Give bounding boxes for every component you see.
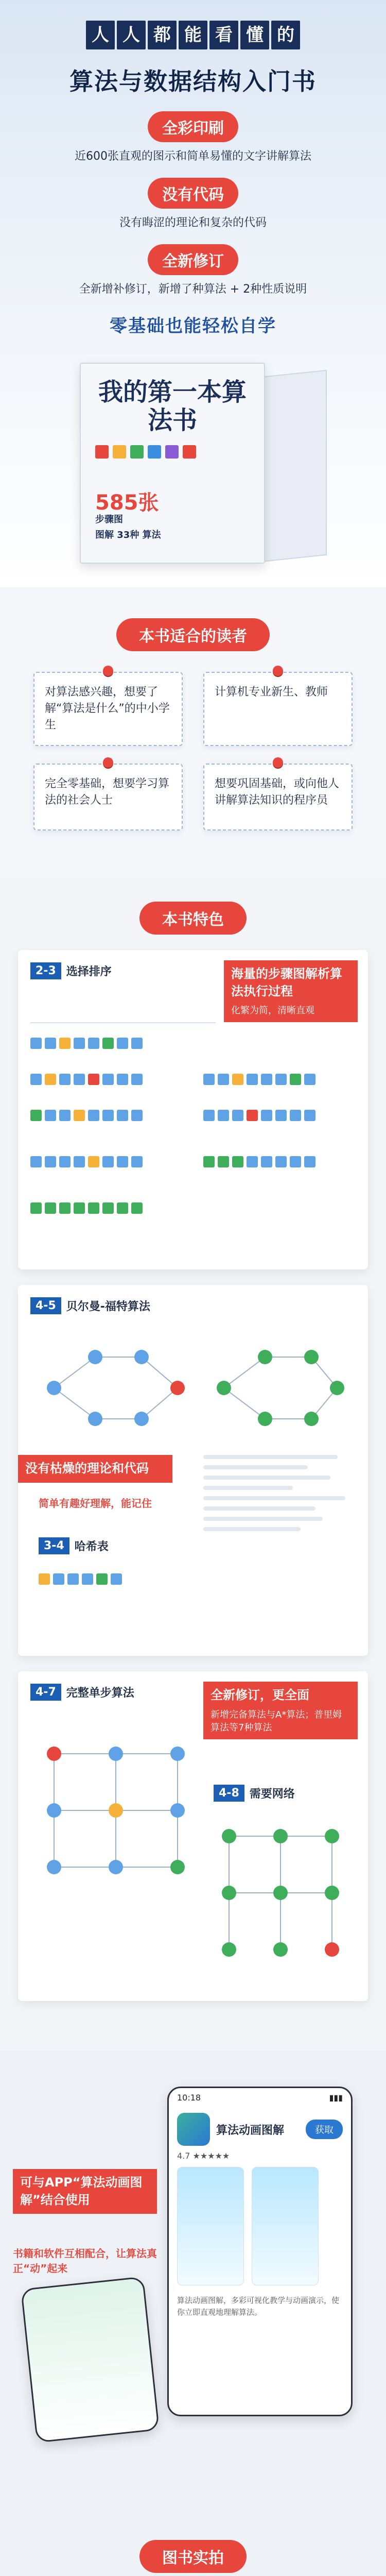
app-screenshot (252, 2167, 319, 2285)
step-chips (203, 1156, 315, 1167)
feature-desc: 近600张直观的图示和简单易懂的文字讲解算法 (75, 150, 311, 163)
phone-frame-secondary (21, 2276, 160, 2443)
chapter-heading (30, 962, 112, 979)
step-chips (39, 1573, 122, 1585)
feature-revised (0, 244, 386, 296)
feature-label: 全彩印刷 (148, 111, 238, 142)
features-header (0, 902, 386, 935)
feature-tag (18, 1455, 172, 1483)
tagline-char: 的 (271, 21, 300, 49)
step-chips (30, 1074, 143, 1085)
feature-label: 没有代码 (148, 178, 238, 209)
feature-no-code (0, 178, 386, 230)
feature-label: 全新修订 (148, 244, 238, 275)
chapter-title: 贝尔曼-福特算法 (66, 1300, 150, 1313)
app-tag (13, 2169, 157, 2214)
section-title: 图书实拍 (139, 2540, 247, 2573)
feature-tag-text: 海量的步骤图解析算法执行过程 (231, 967, 342, 998)
feature-desc: 全新增补修订，新增了种算法 + 2种性质说明 (79, 283, 307, 296)
step-chips (30, 1202, 143, 1214)
chapter-number: 2-3 (30, 962, 61, 979)
pin-icon (273, 666, 283, 676)
section-title: 本书适合的读者 (116, 618, 270, 651)
app-tag-note: 书籍和软件互相配合，让算法真正“动”起来 (13, 2247, 157, 2275)
chapter-heading (30, 1684, 134, 1701)
readers-section (0, 587, 386, 876)
app-tag-text: 可与APP“算法动画图解”结合使用 (20, 2175, 143, 2207)
feature-tag-text: 全新修订，更全面 (210, 1688, 309, 1702)
reader-card (33, 672, 183, 746)
graph-diagram (208, 1816, 358, 1970)
photos-section (0, 2514, 386, 2576)
feature-block-steps (18, 950, 368, 1269)
feature-tag (224, 960, 358, 1022)
pin-icon (103, 757, 113, 768)
graph-diagram (33, 1733, 198, 1888)
chapter-number: 4-5 (30, 1297, 61, 1314)
reader-card (203, 672, 353, 746)
status-time: 10:18 (177, 2092, 201, 2103)
chapter-heading (39, 1537, 109, 1554)
step-chips (30, 1038, 143, 1049)
graph-diagram (208, 1342, 353, 1434)
reader-card (33, 764, 183, 831)
photos-header (0, 2540, 386, 2573)
chapter-heading (30, 1297, 150, 1314)
graph-diagram (39, 1342, 193, 1434)
step-chips (203, 1074, 315, 1085)
feature-note: 简单有趣好理解，能记住 (39, 1497, 152, 1510)
feature-block-revised (18, 1671, 368, 2001)
chapter-title: 哈希表 (74, 1540, 109, 1553)
reader-text: 完全零基础，想要学习算法的社会人士 (45, 777, 170, 807)
step-chips (203, 1110, 315, 1121)
book-box-image (49, 358, 337, 574)
cover-subtitle: 图解 33种 算法 (95, 530, 161, 540)
app-rating: 4.7 ★★★★★ (177, 2151, 230, 2161)
app-store-card (169, 2107, 351, 2324)
step-chips (30, 1110, 143, 1121)
reader-text: 对算法感兴趣，想要了解“算法是什么”的中小学生 (45, 686, 170, 732)
app-block (13, 2087, 373, 2447)
app-screenshot (177, 2167, 244, 2285)
reader-grid (33, 672, 353, 831)
cover-badge-text: 步骤图 (95, 514, 123, 525)
step-chips (30, 1156, 143, 1167)
pin-icon (103, 666, 113, 676)
battery-icon: ▮▮▮ (329, 2092, 343, 2103)
status-bar (169, 2088, 351, 2107)
reader-text: 想要巩固基础，或向他人讲解算法知识的程序员 (215, 777, 340, 807)
tagline-char: 都 (148, 21, 177, 49)
tagline (86, 21, 300, 49)
chapter-title: 完整单步算法 (66, 1687, 134, 1700)
app-row (177, 2113, 343, 2146)
reader-card (203, 764, 353, 831)
book-cover-title: 我的第一本算法书 (98, 378, 247, 435)
phone-frame (167, 2087, 353, 2416)
book-box-side (265, 370, 327, 562)
section-title: 本书特色 (139, 902, 247, 935)
app-description: 算法动画图解，多彩可视化教学与动画演示，使你立即直观地理解算法。 (177, 2296, 340, 2317)
app-section (0, 2050, 386, 2514)
feature-note: 化繁为简，清晰直观 (231, 1005, 314, 1016)
tagline-char: 懂 (240, 21, 269, 49)
feature-note: 新增完备算法与A*算法；普里姆算法等7种算法 (210, 1709, 342, 1733)
chapter-number: 3-4 (39, 1537, 69, 1554)
hero-section (0, 0, 386, 587)
feature-tag (203, 1682, 358, 1739)
screenshot-row (177, 2161, 343, 2287)
page-text-lines (203, 1455, 353, 1537)
tagline-char: 人 (86, 21, 115, 49)
features-section (0, 876, 386, 2050)
hero-slogan: 零基础也能轻松自学 (110, 316, 276, 336)
chapter-title: 需要网络 (249, 1788, 295, 1801)
chapter-number: 4-8 (214, 1785, 244, 1802)
readers-header (0, 618, 386, 651)
app-name: 算法动画图解 (216, 2124, 285, 2137)
feature-tag-text: 没有枯燥的理论和代码 (25, 1461, 149, 1476)
feature-block-no-code (18, 1285, 368, 1656)
tagline-char: 能 (179, 21, 207, 49)
cover-badge-number: 585张 (95, 491, 159, 515)
hero-title: 算法与数据结构入门书 (69, 67, 317, 95)
get-button[interactable]: 获取 (306, 2120, 343, 2139)
app-icon (177, 2113, 210, 2146)
chapter-title: 选择排序 (66, 965, 112, 978)
feature-desc: 没有晦涩的理论和复杂的代码 (119, 216, 267, 229)
tagline-char: 看 (209, 21, 238, 49)
chapter-heading (214, 1785, 295, 1802)
reader-text: 计算机专业新生、教师 (215, 686, 328, 699)
feature-full-color (0, 111, 386, 163)
pin-icon (273, 757, 283, 768)
chapter-number: 4-7 (30, 1684, 61, 1701)
divider (30, 1022, 216, 1023)
tagline-char: 人 (117, 21, 146, 49)
cover-color-blocks (95, 445, 196, 459)
